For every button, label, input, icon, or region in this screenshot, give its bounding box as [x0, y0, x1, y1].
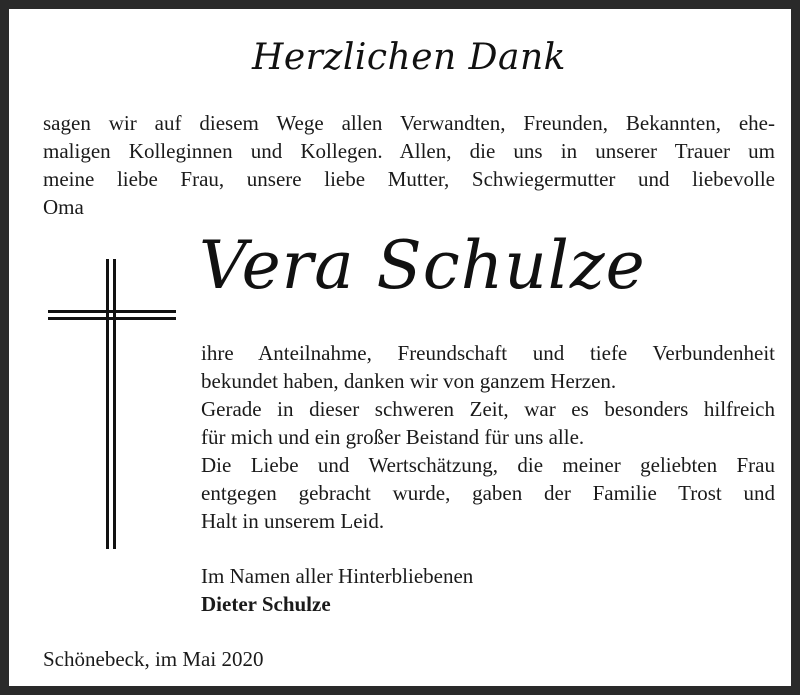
place-date: Schönebeck, im Mai 2020 [43, 647, 264, 671]
body-line: ihre Anteilnahme, Freundschaft und tiefe Verbundenheit [201, 341, 775, 365]
intro-line: meine liebe Frau, unsere liebe Mutter, Schwiegermutter und liebevolle [43, 167, 775, 191]
notice-heading: Herzlichen Dank [251, 37, 566, 78]
intro-line: sagen wir auf diesem Wege allen Verwandten, Freunden, Bekannten, ehe- [43, 111, 775, 135]
body-line: Halt in unserem Leid. [201, 509, 385, 533]
deceased-name: Vera Schulze [199, 227, 646, 304]
signature-name: Dieter Schulze [201, 592, 331, 616]
body-line: Die Liebe und Wertschätzung, die meiner geliebten Frau [201, 453, 775, 477]
signature-intro: Im Namen aller Hinterbliebenen [201, 564, 474, 588]
body-line: bekundet haben, danken wir von ganzem Herzen. [201, 369, 617, 393]
intro-line: maligen Kolleginnen und Kollegen. Allen, die uns in unserer Trauer um [43, 139, 775, 163]
body-line: für mich und ein großer Beistand für uns alle. [201, 425, 585, 449]
body-line: Gerade in dieser schweren Zeit, war es besonders hilfreich [201, 397, 775, 421]
body-line: entgegen gebracht wurde, gaben der Familie Trost und [201, 481, 775, 505]
intro-line: Oma [43, 195, 84, 219]
